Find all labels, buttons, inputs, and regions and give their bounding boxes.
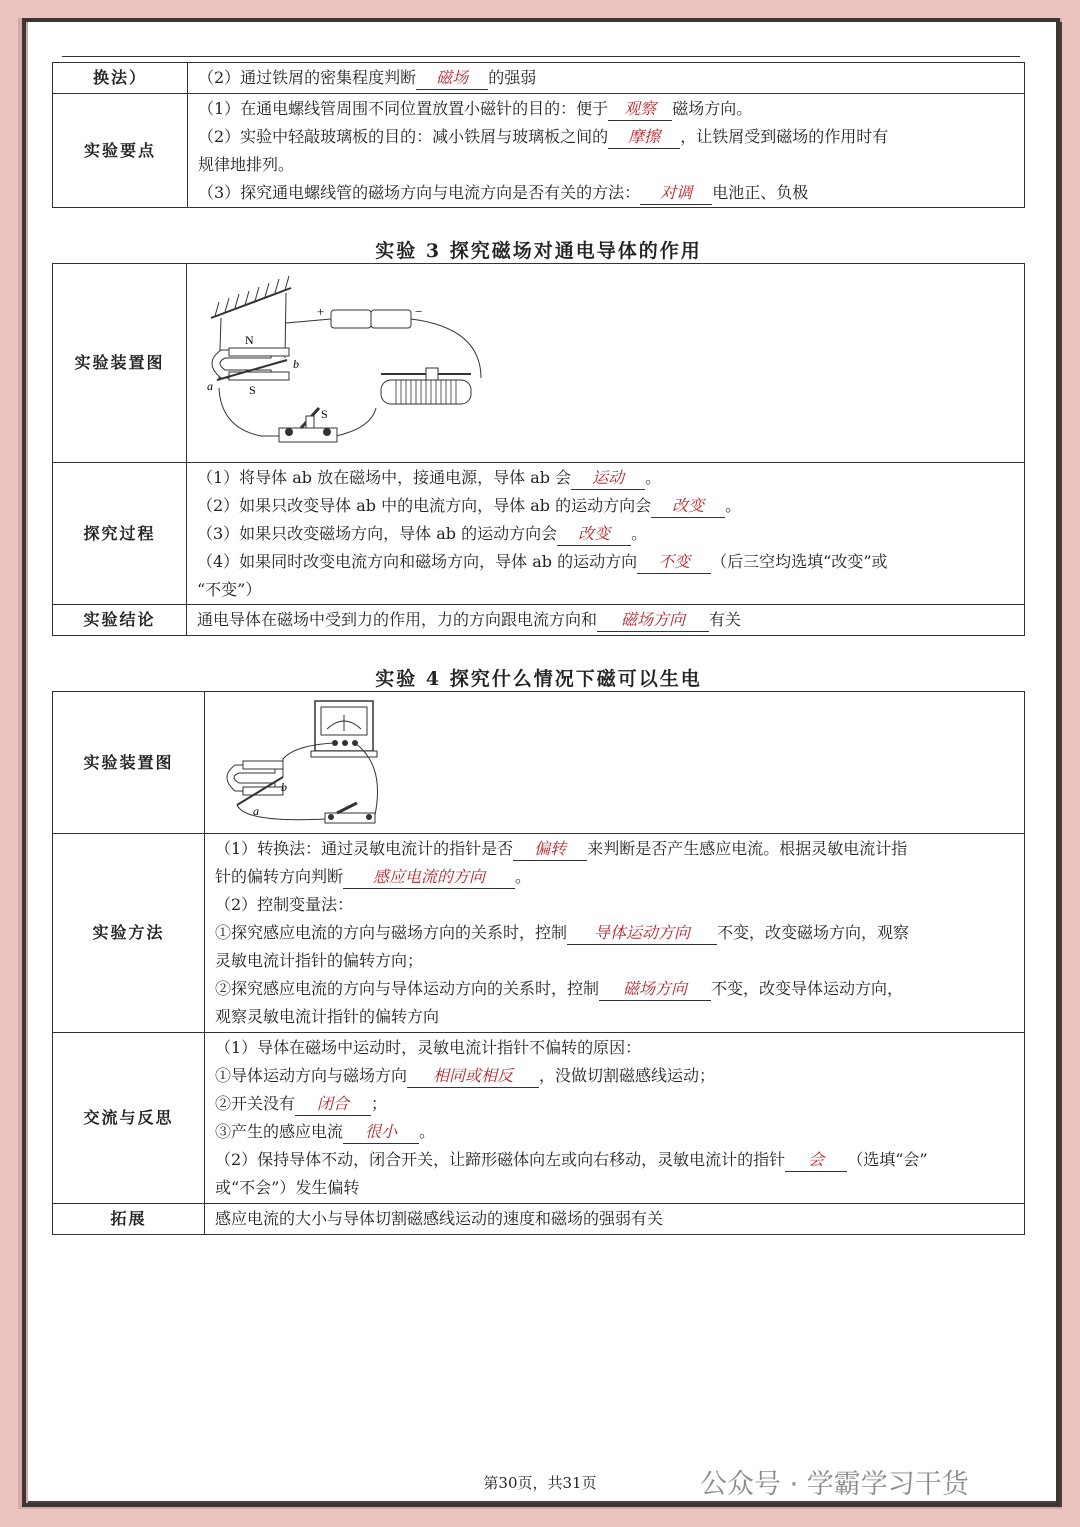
diagram-cell: [187, 264, 1025, 463]
table-row: [53, 264, 1025, 463]
table-row: [53, 94, 1025, 208]
page-number: 第30页，共31页: [483, 1474, 597, 1492]
row-content: （1）将导体 ab 放在磁场中，接通电源，导体 ab 会 运动 。 （2）如果只改变导体 ab 中的电流方向，导体 ab 的运动方向会 改变 。 （3）如果只改变磁场方向，导体 ab 的运动方向会 改变 。 （4）如果同时改变电流方向和磁场方向，导体 ab 的运动方向 不变 （后三空均选填“改变”或 “不变”）: [187, 463, 1025, 605]
conductor-end-a-label: a: [253, 803, 259, 818]
answer-blank: 对调: [640, 182, 712, 205]
row-content: （1）在通电螺线管周围不同位置放置小磁针的目的：便于 观察 磁场方向。 （2）实验中轻敲玻璃板的目的：减小铁屑与玻璃板之间的 摩擦 ，让铁屑受到磁场的作用时有 规律地排列。 （3）探究通电螺线管的磁场方向与电流方向是否有关的方法： 对调 电池正、负极: [188, 94, 1025, 208]
table-experiment-4: [52, 691, 1025, 1235]
answer-blank: 导体运动方向: [567, 922, 717, 945]
answer-blank: 摩擦: [608, 126, 680, 149]
header-rule: [62, 56, 1020, 57]
answer-blank: 观察: [608, 98, 672, 121]
table-row: [53, 605, 1025, 636]
answer-blank: 不变: [637, 551, 711, 574]
table-row: [53, 692, 1025, 834]
row-label: 实验装置图: [53, 692, 205, 834]
row-label: 实验方法: [53, 834, 205, 1033]
table-row: [53, 1033, 1025, 1204]
answer-blank: 磁场: [416, 67, 488, 90]
row-label: 实验要点: [53, 94, 188, 208]
answer-blank: 偏转: [513, 838, 587, 861]
switch-label: S: [321, 407, 328, 421]
battery-plus-label: +: [317, 304, 325, 319]
row-label: 换法）: [53, 63, 188, 94]
answer-blank: 很小: [343, 1121, 419, 1144]
watermark: 公众号 · 学霸学习干货: [700, 1469, 969, 1500]
answer-blank: 相同或相反: [407, 1065, 539, 1088]
table-experiment-3: [52, 263, 1025, 636]
table-row: [53, 463, 1025, 605]
diagram-cell: [205, 692, 1025, 834]
row-label: 实验装置图: [53, 264, 187, 463]
row-label: 实验结论: [53, 605, 187, 636]
answer-blank: 会: [785, 1149, 847, 1172]
section-title-exp3: 实验 3 探究磁场对通电导体的作用: [375, 240, 702, 262]
answer-blank: 改变: [651, 495, 725, 518]
answer-blank: 磁场方向: [599, 978, 711, 1001]
magnet-north-label: N: [245, 333, 254, 347]
answer-blank: 闭合: [295, 1093, 371, 1116]
motor-apparatus-diagram: [201, 268, 501, 458]
row-label: 交流与反思: [53, 1033, 205, 1204]
magnet-south-label: S: [249, 383, 256, 397]
row-content: 感应电流的大小与导体切割磁感线运动的速度和磁场的强弱有关: [205, 1204, 1025, 1235]
row-label: 拓展: [53, 1204, 205, 1235]
induction-apparatus-diagram: [215, 695, 415, 831]
answer-blank: 感应电流的方向: [343, 866, 515, 889]
conductor-end-a-label: a: [207, 379, 213, 393]
table-row: [53, 1204, 1025, 1235]
row-content: （2）通过铁屑的密集程度判断 磁场 的强弱: [188, 63, 1025, 94]
row-content: （1）导体在磁场中运动时，灵敏电流计指针不偏转的原因： ①导体运动方向与磁场方向 相同或相反 ，没做切割磁感线运动； ②开关没有 闭合 ； ③产生的感应电流 很小 。 （2）保持导体不动，闭合开关，让蹄形磁体向左或向右移动，灵敏电流计的指针 会 （选填“会” 或“不会”）发生偏转: [205, 1033, 1025, 1204]
row-content: 通电导体在磁场中受到力的作用，力的方向跟电流方向和 磁场方向 有关: [187, 605, 1025, 636]
table-experiment-2-tail: [52, 62, 1025, 208]
answer-blank: 运动: [571, 467, 645, 490]
answer-blank: 改变: [557, 523, 631, 546]
battery-minus-label: −: [415, 304, 423, 319]
table-row: [53, 63, 1025, 94]
row-content: （1）转换法：通过灵敏电流计的指针是否 偏转 来判断是否产生感应电流。根据灵敏电流计指 针的偏转方向判断 感应电流的方向 。 （2）控制变量法： ①探究感应电流的方向与磁场方向的关系时，控制 导体运动方向 不变，改变磁场方向，观察 灵敏电流计指针的偏转方向； ②探究感应电流的方向与导体运动方向的关系时，控制 磁场方向 不变，改变导体运动方向， 观察灵敏电流计指针的偏转方向: [205, 834, 1025, 1033]
conductor-end-b-label: b: [281, 779, 287, 794]
row-label: 探究过程: [53, 463, 187, 605]
answer-blank: 磁场方向: [597, 609, 709, 632]
table-row: [53, 834, 1025, 1033]
section-title-exp4: 实验 4 探究什么情况下磁可以生电: [375, 668, 702, 690]
conductor-end-b-label: b: [293, 357, 299, 371]
